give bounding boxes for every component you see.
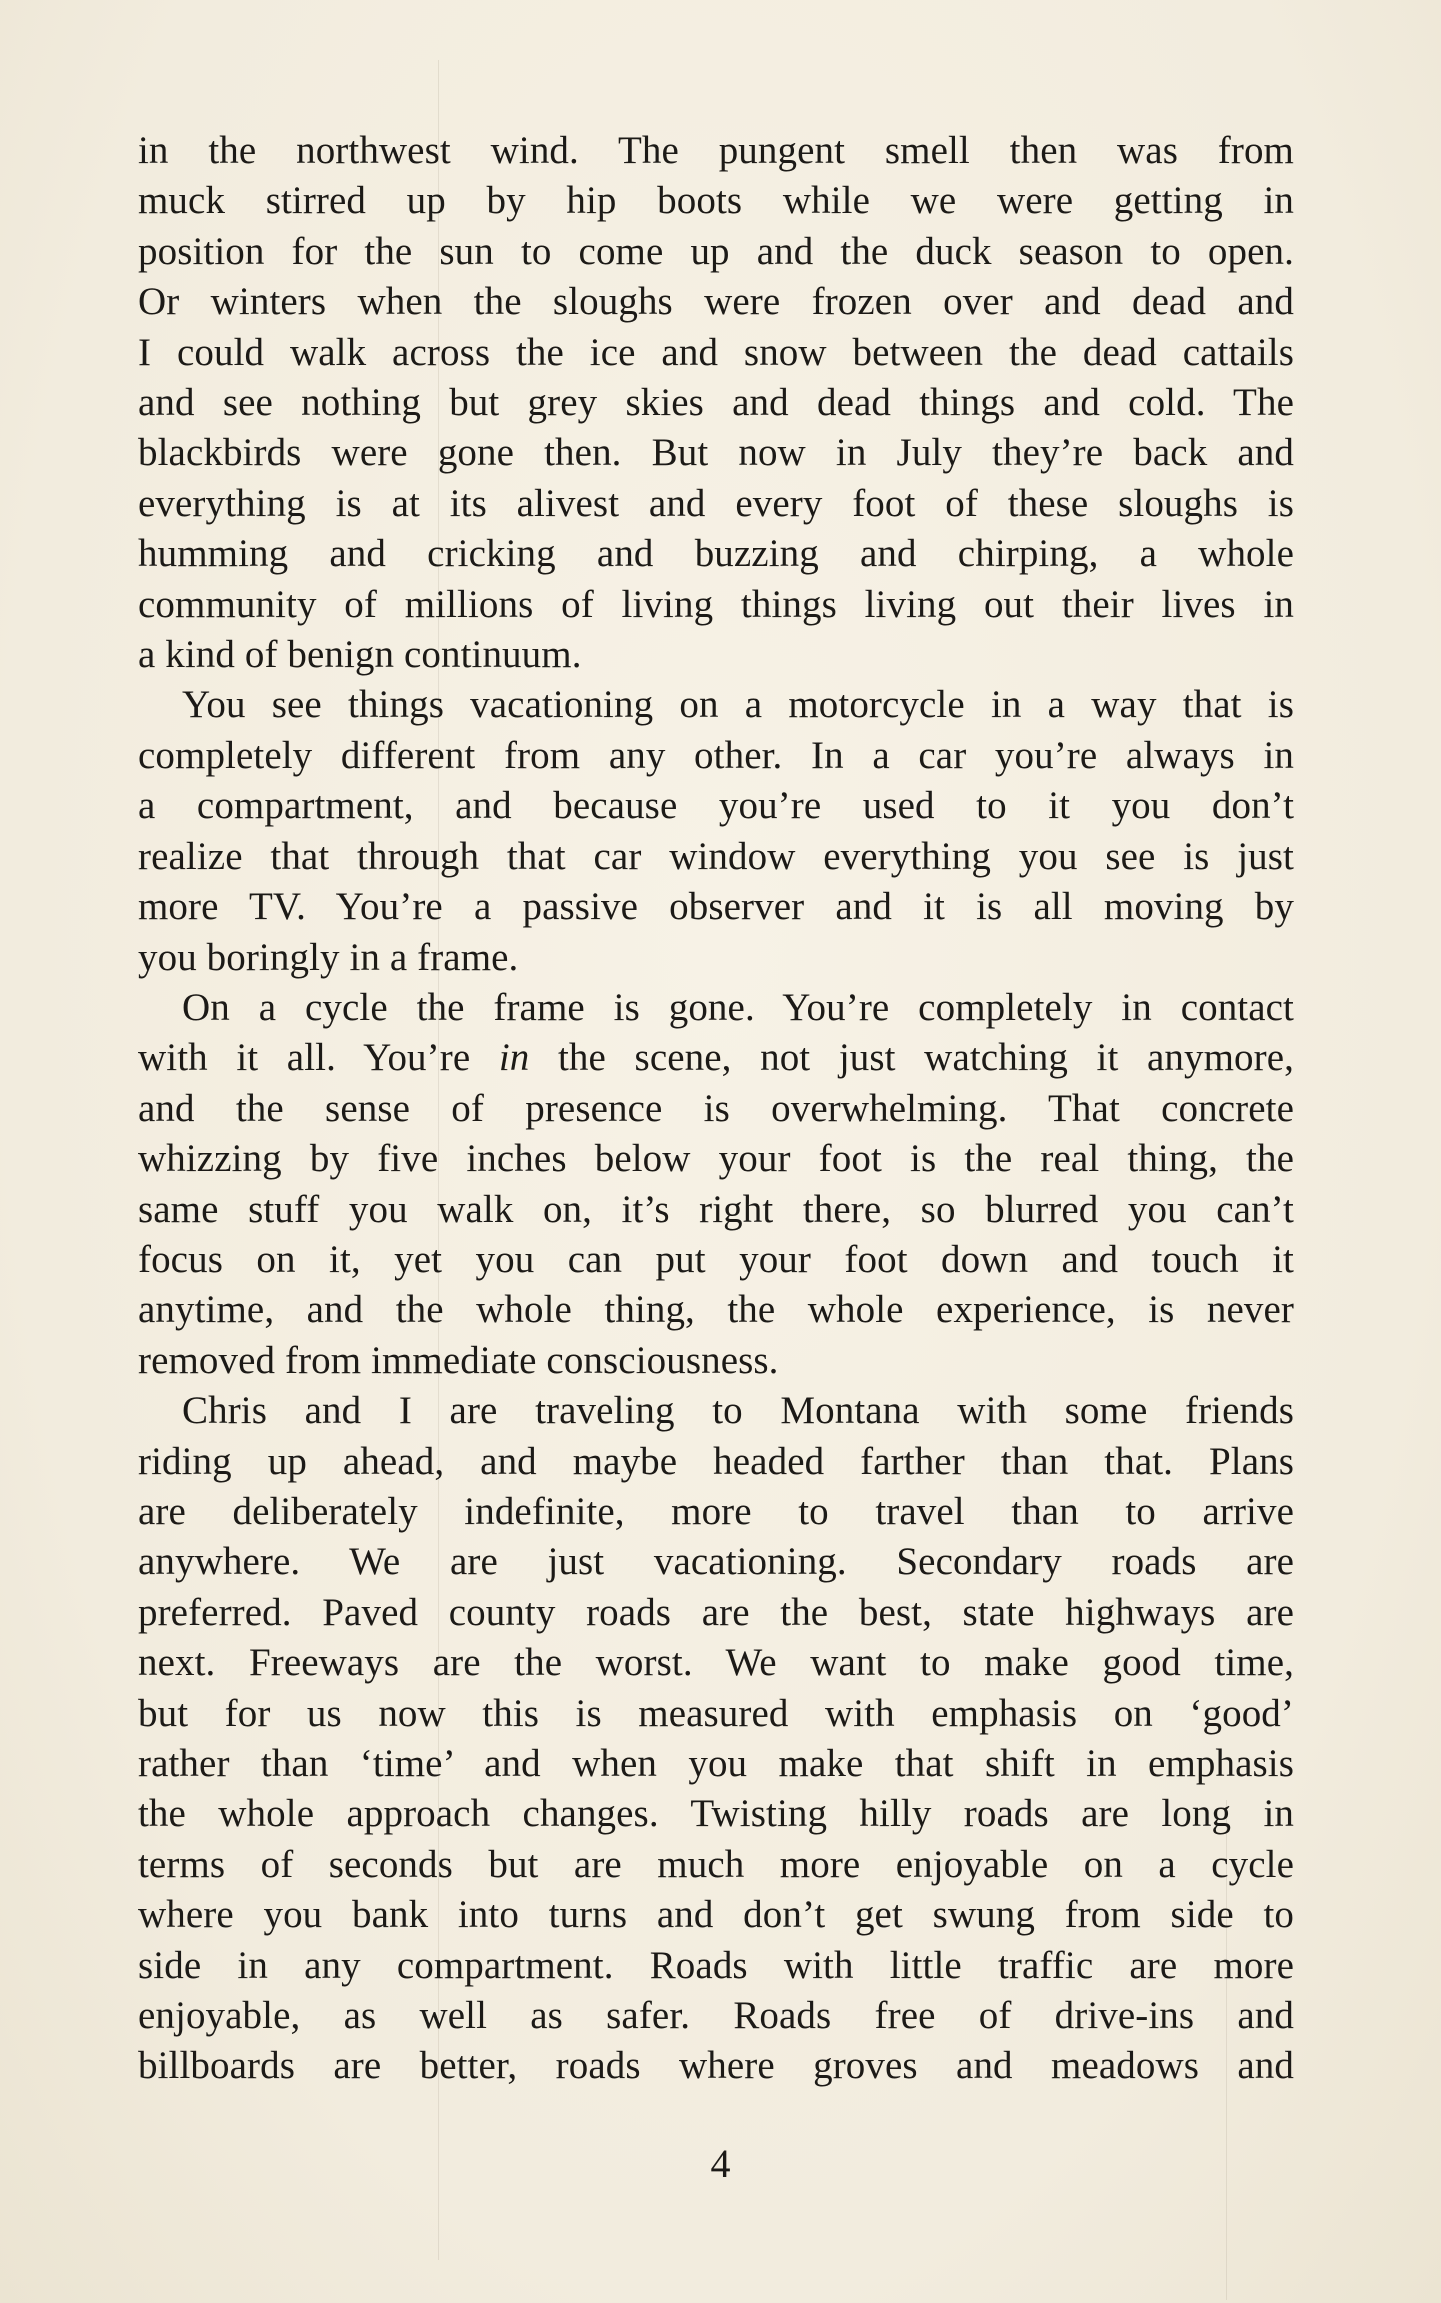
text-line: blackbirds were gone then. But now in July they’re back and — [138, 431, 1294, 475]
text-line: are deliberately indefinite, more to travel than to arrive — [138, 1489, 1294, 1533]
text-line: and the sense of presence is overwhelming. That concrete — [138, 1086, 1294, 1130]
text-line: muck stirred up by hip boots while we were getting in — [138, 179, 1294, 223]
text-line: completely different from any other. In a car you’re always in — [138, 733, 1294, 777]
text-segment: with it all. You’re — [138, 1036, 471, 1080]
text-line: where you bank into turns and don’t get swung from side to — [138, 1893, 1294, 1937]
text-line: Or winters when the sloughs were frozen over and dead and — [138, 280, 1294, 324]
text-line: On a cycle the frame is gone. You’re completely in contact — [182, 985, 1294, 1029]
paragraph-4 — [138, 1386, 1294, 2092]
text-line: in the northwest wind. The pungent smell then was from — [138, 129, 1294, 172]
page-number: 4 — [710, 2141, 731, 2186]
text-line: billboards are better, roads where groves and meadows and — [138, 2044, 1294, 2088]
text-line: next. Freeways are the worst. We want to make good time, — [138, 1641, 1294, 1685]
text-line: Chris and I are traveling to Montana with some friends — [182, 1389, 1294, 1433]
text-line: humming and cricking and buzzing and chirping, a whole — [138, 532, 1294, 576]
paragraph-3 — [138, 983, 1294, 1386]
text-line: I could walk across the ice and snow between the dead cattails — [138, 330, 1294, 374]
text-line: and see nothing but grey skies and dead things and cold. The — [138, 381, 1294, 425]
text-line: you boringly in a frame. — [138, 935, 519, 979]
text-line: riding up ahead, and maybe headed farther than that. Plans — [138, 1439, 1294, 1483]
text-line: enjoyable, as well as safer. Roads free of drive-ins and — [138, 1994, 1294, 2038]
text-line: a compartment, and because you’re used to it you don’t — [138, 784, 1294, 828]
text-line: same stuff you walk on, it’s right there, so blurred you can’t — [138, 1187, 1294, 1231]
paragraph-1 — [138, 126, 1294, 680]
text-line: removed from immediate consciousness. — [138, 1338, 779, 1382]
text-line: community of millions of living things living out their lives in — [138, 582, 1294, 626]
emphasis-text: in — [498, 1036, 530, 1080]
text-line: whizzing by five inches below your foot is the real thing, the — [138, 1137, 1294, 1181]
paragraph-2 — [138, 680, 1294, 982]
text-line: focus on it, yet you can put your foot down and touch it — [138, 1237, 1294, 1281]
text-line: You see things vacationing on a motorcycle in a way that is — [182, 683, 1294, 727]
text-line — [138, 1033, 1294, 1083]
text-line: preferred. Paved county roads are the best, state highways are — [138, 1590, 1294, 1634]
text-line: more TV. You’re a passive observer and it is all moving by — [138, 885, 1294, 929]
text-line: terms of seconds but are much more enjoyable on a cycle — [138, 1842, 1294, 1886]
text-line: realize that through that car window everything you see is just — [138, 834, 1294, 878]
text-line: anywhere. We are just vacationing. Secondary roads are — [138, 1540, 1294, 1584]
text-line: but for us now this is measured with emphasis on ‘good’ — [138, 1691, 1294, 1735]
text-line: everything is at its alivest and every foot of these sloughs is — [138, 481, 1294, 525]
text-line: side in any compartment. Roads with little traffic are more — [138, 1943, 1294, 1987]
text-line: anytime, and the whole thing, the whole experience, is never — [138, 1288, 1294, 1332]
text-line: a kind of benign continuum. — [138, 633, 582, 677]
text-line: rather than ‘time’ and when you make that shift in emphasis — [138, 1742, 1294, 1785]
text-segment: the scene, not just watching it anymore, — [558, 1036, 1294, 1080]
text-line: position for the sun to come up and the duck season to open. — [138, 229, 1294, 273]
body-text — [138, 126, 1294, 2092]
text-line: the whole approach changes. Twisting hilly roads are long in — [138, 1792, 1294, 1836]
